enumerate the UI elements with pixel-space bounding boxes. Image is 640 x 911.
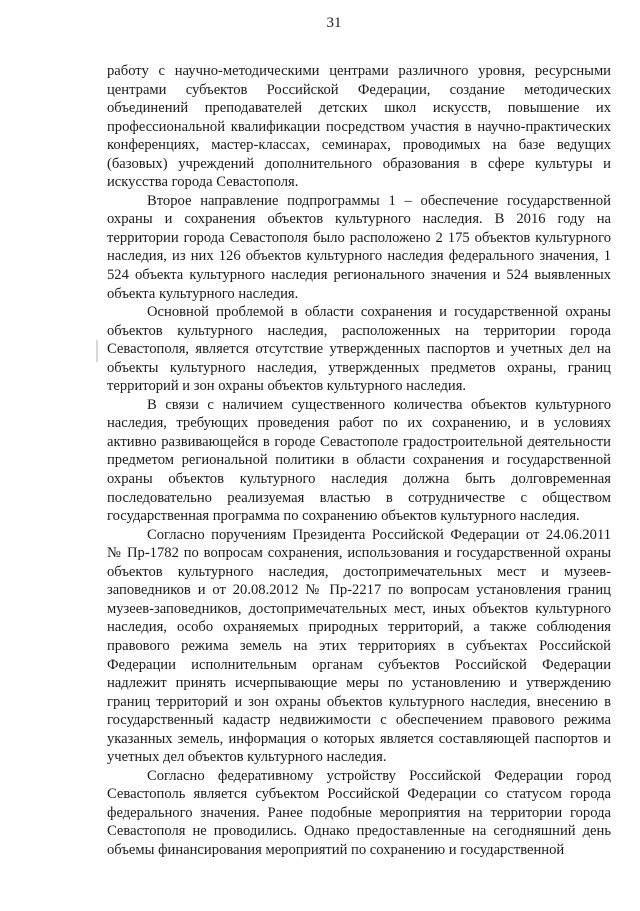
paragraph-presidential-orders: Согласно поручениям Президента Российской Федерации от 24.06.2011 № Пр-1782 по вопросам сохранения, использования и государственной охраны объектов культурного наследия, достопримечательных мест и музеев-заповедников и от 20.08.2012 № Пр-2217 по вопросам установления границ музеев-заповедников, достопримечательных мест, иных объектов культурного наследия, особо охраняемых природных территорий, а также соблюдения правового режима земель на этих территориях в субъектах Российской Федерации исполнительным органам субъектов Российской Федерации надлежит принять исчерпывающие меры по установлению и утверждению границ территорий и зон охраны объектов культурного наследия, внесению в государственный кадастр недвижимости с обеспечением правового режима указанных земель, информация о которых является составляющей паспортов и учетных дел объектов культурного наследия. [107,526,611,766]
paragraph-main-problem: Основной проблемой в области сохранения и государственной охраны объектов культурного наследия, расположенных на территории города Севастополя, является отсутствие утвержденных паспортов и учетных дел на объекты культурного наследия, утвержденных предметов охраны, границ территорий и зон охраны объектов культурного наследия. [107,304,611,395]
paragraph-long-term-policy: В связи с наличием существенного количества объектов культурного наследия, требующих проведения работ по их сохранению, и в условиях активно развивающейся в городе Севастополе градостроительной деятельности предметом региональной политики в области сохранения и государственной охраны объектов культурного наследия должна быть долговременная последовательно реализуемая властью в сотрудничестве с обществом государственная программа по сохранению объектов культурного наследия. [107,396,611,525]
document-body [107,62,611,860]
page-number: 31 [326,15,342,31]
paragraph-federal-city-status: Согласно федеративному устройству Российской Федерации город Севастополь является субъектом Российской Федерации со статусом города федерального значения. Ранее подобные мероприятия на территории города Севастополя не проводились. Однако предоставленные на сегодняшний день объемы финансирования мероприятий по сохранению и государственной [107,767,611,858]
paragraph-heritage-direction: Второе направление подпрограммы 1 – обеспечение государственной охраны и сохранения объектов культурного наследия. В 2016 году на территории города Севастополя было расположено 2 175 объектов культурного наследия, из них 126 объектов культурного наследия федерального значения, 1 524 объекта культурного наследия регионального значения и 524 выявленных объекта культурного наследия. [107,192,611,302]
scan-artifact-mark [96,340,98,362]
paragraph-continuation: работу с научно-методическими центрами различного уровня, ресурсными центрами субъектов Российской Федерации, создание методических объединений преподавателей детских школ искусств, повышение их профессиональной квалификации посредством участия в научно-практических конференциях, мастер-классах, семинарах, проводимых на базе ведущих (базовых) учреждений дополнительного образования в сфере культуры и искусства города Севастополя. [107,63,611,191]
